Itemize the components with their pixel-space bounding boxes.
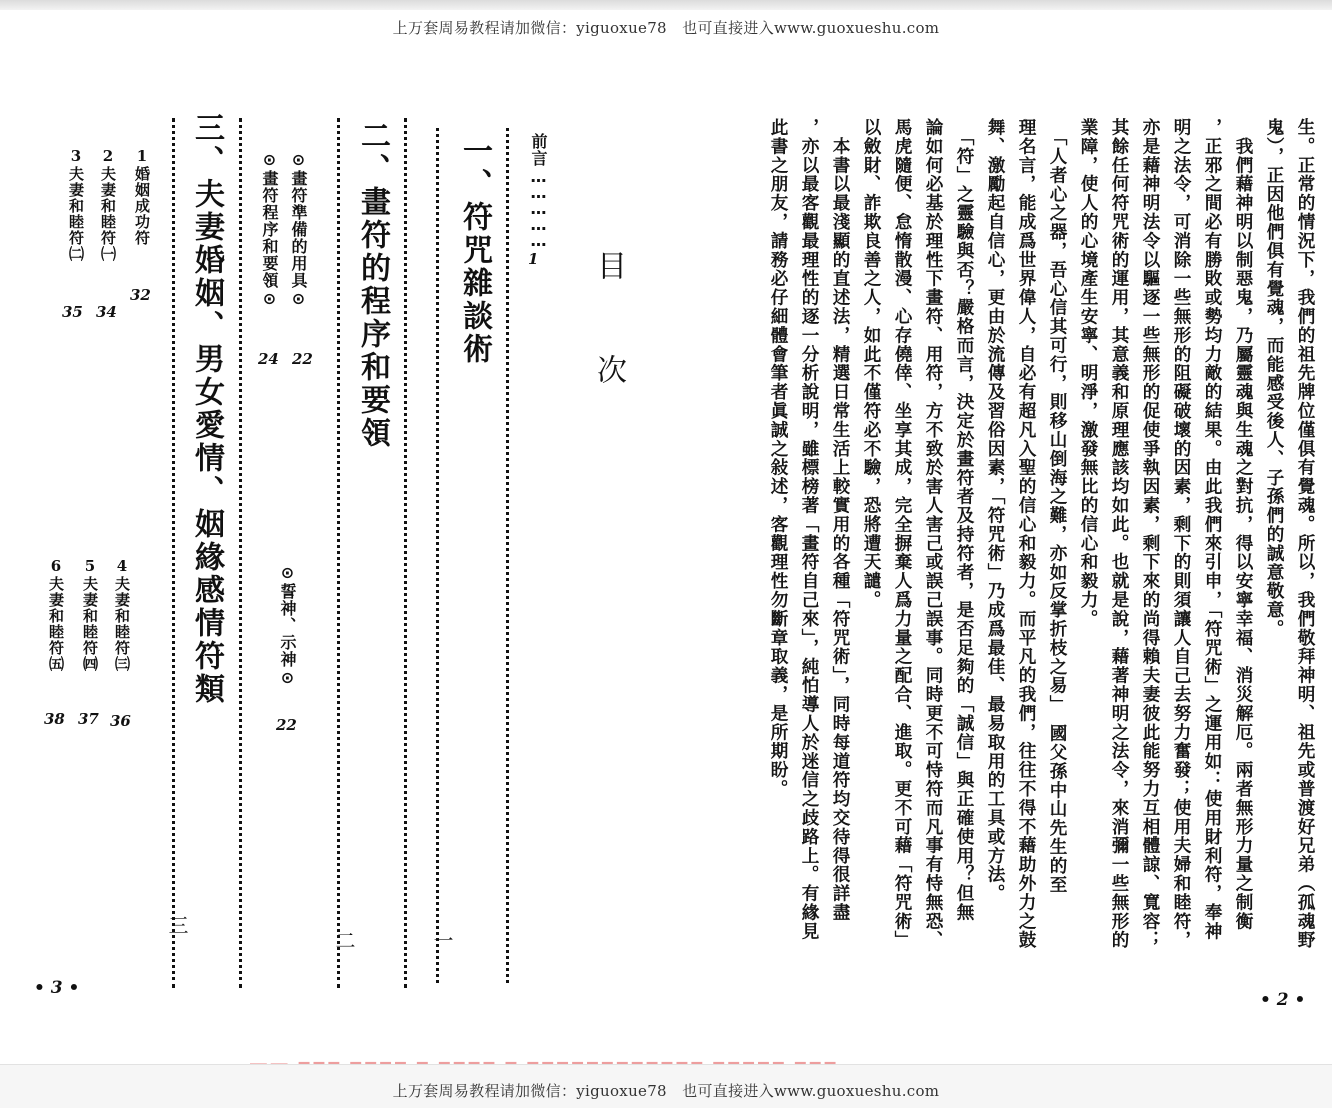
toc-preface-page: 1 <box>528 250 539 268</box>
toc-section[interactable]: ⊙畫符準備的用具⊙ <box>289 150 308 309</box>
body-column: 其餘任何符咒術的運用，其意義和原理應該均如此。也就是說，藉著神明之法令，來消彌一些無形的 <box>1109 118 1129 950</box>
chapter-2-marker: 二 <box>332 930 356 948</box>
body-column: ，亦以最客觀最理性的逐一分析說明，雖標榜著「畫符自己來」，純怕導人於迷信之歧路上。有緣見 <box>799 118 819 941</box>
body-column: 業障，使人的心境產生安寧、明淨，激發無比的信心和毅力。 <box>1078 118 1098 629</box>
toc-entry-page: 32 <box>130 286 151 304</box>
toc-title: 目 次 <box>591 250 626 406</box>
dashed-rule <box>337 118 340 988</box>
dashed-rule <box>436 128 439 983</box>
toc-entry[interactable]: 6夫妻和睦符㈤ <box>47 557 65 672</box>
toc-entry[interactable]: 1婚姻成功符 <box>133 147 151 246</box>
dashed-rule <box>404 118 407 988</box>
body-column: 我們藉神明以制惡鬼，乃屬靈魂與生魂之對抗，得以安寧幸福、消災解厄。兩者無形力量之制衡 <box>1233 118 1253 931</box>
body-column: 舞、激勵起自信心，更由於流傳及習俗因素，「符咒術」乃成爲最佳、最易取用的工具或方法。 <box>985 118 1005 903</box>
watermark-bottom: 上万套周易教程请加微信：yiguoxue78 也可直接进入www.guoxueshu.com <box>392 1082 940 1100</box>
body-column: 「人者心之器，吾心信其可行，則移山倒海之難，亦如反掌折枝之易」 國父孫中山先生的至 <box>1047 118 1067 895</box>
chapter-3-marker: 三 <box>165 915 189 933</box>
toc-section[interactable]: ⊙畫符程序和要領⊙ <box>260 150 279 309</box>
toc-section[interactable]: ⊙誓神、示神⊙ <box>278 563 297 688</box>
watermark-top: 上万套周易教程请加微信：yiguoxue78 也可直接进入www.guoxueshu.com <box>392 19 940 37</box>
toc-leader: …………… <box>529 167 548 247</box>
toc-section-page: 22 <box>276 716 297 734</box>
toc-section-page: 22 <box>292 350 313 368</box>
toc-chapter-1[interactable]: 一、符咒雜談術 <box>457 135 492 366</box>
body-column: 生。正常的情況下，我們的祖先牌位僅俱有覺魂。所以，我們敬拜神明、祖先或普渡好兄弟（孤魂野 <box>1295 118 1315 950</box>
body-column: 明之法令，可消除一些無形的阻礙破壞的因素，剩下的則須讓人自己去努力奮發；使用夫婦和睦符， <box>1171 118 1191 950</box>
body-column: 此書之朋友，請務必仔細體會筆者眞誠之敍述，客觀理性勿斷章取義，是所期盼。 <box>768 118 788 799</box>
toc-section-page: 24 <box>258 350 279 368</box>
toc-chapter-2[interactable]: 二、畫符的程序和要領 <box>355 120 390 450</box>
toc-entry[interactable]: 5夫妻和睦符㈣ <box>81 557 99 672</box>
dashed-rule <box>239 118 242 988</box>
toc-entry[interactable]: 2夫妻和睦符㈠ <box>99 147 117 262</box>
toc-chapter-3[interactable]: 三、夫妻婚姻、男女愛情、姻緣感情符類 <box>189 112 224 706</box>
toc-entry[interactable]: 4夫妻和睦符㈢ <box>113 557 131 672</box>
dashed-rule <box>506 128 509 983</box>
body-column: 亦是藉神明法令以驅逐一些無形的促使爭執因素，剩下來的尚得賴夫妻彼此能努力互相體諒、寬容； <box>1140 118 1160 950</box>
body-column: 「符」之靈驗與否？嚴格而言，決定於畫符者及持符者，是否足夠的「誠信」與正確使用？但無 <box>954 118 974 922</box>
page-number-3: • 3 • <box>34 978 80 998</box>
body-column: 以斂財、詐欺良善之人，如此不僅符必不驗，恐將遭天譴。 <box>861 118 881 610</box>
body-column: 馬虎隨便、怠惰散漫、心存僥倖、坐享其成，完全摒棄人爲力量之配合、進取。更不可藉「符咒術」 <box>892 118 912 950</box>
body-column: 論如何必基於理性下畫符、用符，方不致於害人害己或誤己誤事。同時更不可恃符而凡事有恃無恐、 <box>923 118 943 950</box>
toc-entry-page: 35 <box>62 303 83 321</box>
toc-entry-number: 1 <box>133 147 151 166</box>
body-column: 鬼），正因他們俱有覺魂，而能感受後人、子孫們的誠意敬意。 <box>1264 118 1284 639</box>
toc-entry-page: 36 <box>110 712 131 730</box>
toc-entry-page: 37 <box>78 710 99 728</box>
toc-preface-label: 前言 <box>529 133 548 167</box>
chapter-1-marker: 一 <box>430 930 454 948</box>
viewer-top-bar <box>0 0 1332 10</box>
dashed-rule <box>172 118 175 988</box>
toc-entry-page: 38 <box>44 710 65 728</box>
page-number-2: • 2 • <box>1260 990 1306 1010</box>
toc-entry-page: 34 <box>96 303 117 321</box>
body-column: 理名言，能成爲世界偉人，自必有超凡入聖的信心和毅力。而平凡的我們，往往不得不藉助外力之鼓 <box>1016 118 1036 950</box>
body-column: ，正邪之間必有勝敗或勢均力敵的結果。由此我們來引申，「符咒術」之運用如：使用財利符，奉神 <box>1202 118 1222 941</box>
toc-preface[interactable] <box>527 133 550 247</box>
toc-entry[interactable]: 3夫妻和睦符㈡ <box>67 147 85 262</box>
body-column: 本書以最淺顯的直述法，精選日常生活上較實用的各種「符咒術」，同時每道符均交待得很詳盡 <box>830 118 850 922</box>
